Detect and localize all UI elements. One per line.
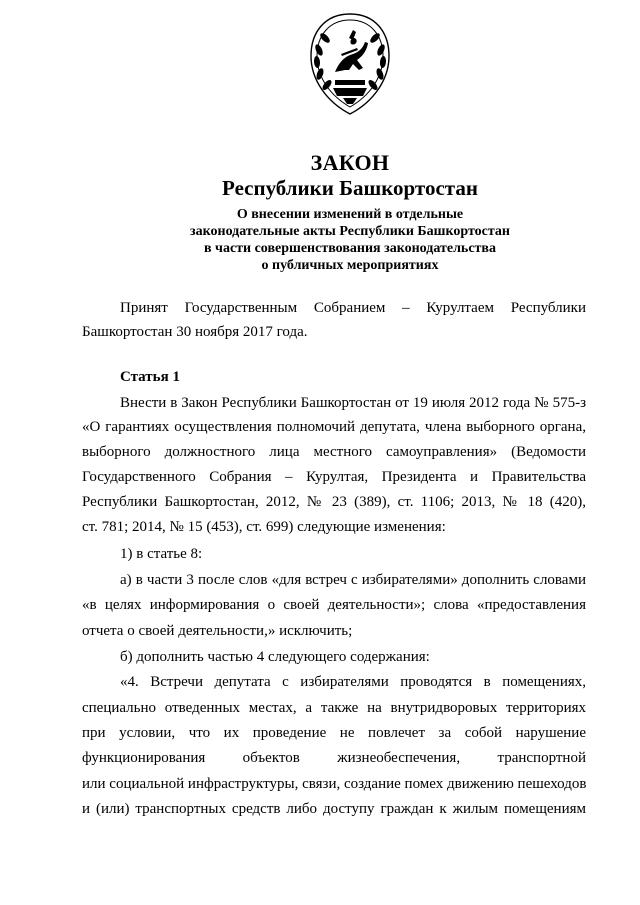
body-line: а) в части 3 после слов «для встреч с избирателями» дополнить словами bbox=[120, 572, 586, 588]
body-line: и (или) транспортных средств либо доступу граждан к жилым помещениям bbox=[82, 801, 586, 817]
body-line: или социальной инфраструктуры, связи, создание помех движению пешеходов bbox=[82, 776, 587, 792]
body-line: Государственного Собрания – Курултая, Президента и Правительства bbox=[82, 469, 586, 485]
body-line: выборного должностного лица местного самоуправления» (Ведомости bbox=[82, 444, 586, 460]
article-heading: Статья 1 bbox=[120, 369, 180, 385]
body-line: ст. 781; 2014, № 15 (453), ст. 699) следующие изменения: bbox=[82, 519, 446, 535]
subtitle-line: в части совершенствования законодательства bbox=[203, 241, 496, 256]
body-line: функционирования объектов жизнеобеспечения, транспортной bbox=[82, 750, 586, 766]
body-line: специально отведенных местах, а также на внутридворовых территориях bbox=[82, 700, 586, 716]
coat-of-arms-emblem bbox=[305, 10, 395, 120]
subtitle-line: О внесении изменений в отдельные bbox=[236, 207, 464, 222]
adoption-line: Принят Государственным Собранием – Курултаем Республики bbox=[120, 300, 586, 316]
body-line: «4. Встречи депутата с избирателями проводятся в помещениях, bbox=[120, 674, 586, 690]
adoption-line: Башкортостан 30 ноября 2017 года. bbox=[82, 324, 308, 340]
document-title: ЗАКОН bbox=[310, 150, 390, 175]
document-subtitle bbox=[0, 206, 640, 274]
document-jurisdiction: Республики Башкортостан bbox=[222, 176, 478, 200]
body-line: б) дополнить частью 4 следующего содержания: bbox=[120, 649, 430, 665]
body-line: отчета о своей деятельности,» исключить; bbox=[82, 623, 353, 639]
body-line: Внести в Закон Республики Башкортостан от 19 июля 2012 года № 575-з bbox=[120, 395, 586, 411]
body-line: «О гарантиях осуществления полномочий депутата, члена выборного органа, bbox=[82, 419, 586, 435]
body-line: Республики Башкортостан, 2012, № 23 (389), ст. 1106; 2013, № 18 (420), bbox=[82, 494, 586, 510]
subtitle-line: законодательные акты Республики Башкортостан bbox=[190, 224, 510, 239]
subtitle-line: о публичных мероприятиях bbox=[261, 258, 439, 273]
body-line: 1) в статье 8: bbox=[120, 546, 203, 562]
body-line: при условии, что их проведение не повлечет за собой нарушение bbox=[82, 725, 586, 741]
body-line: «в целях информирования о своей деятельности»; слова «предоставления bbox=[82, 597, 586, 613]
